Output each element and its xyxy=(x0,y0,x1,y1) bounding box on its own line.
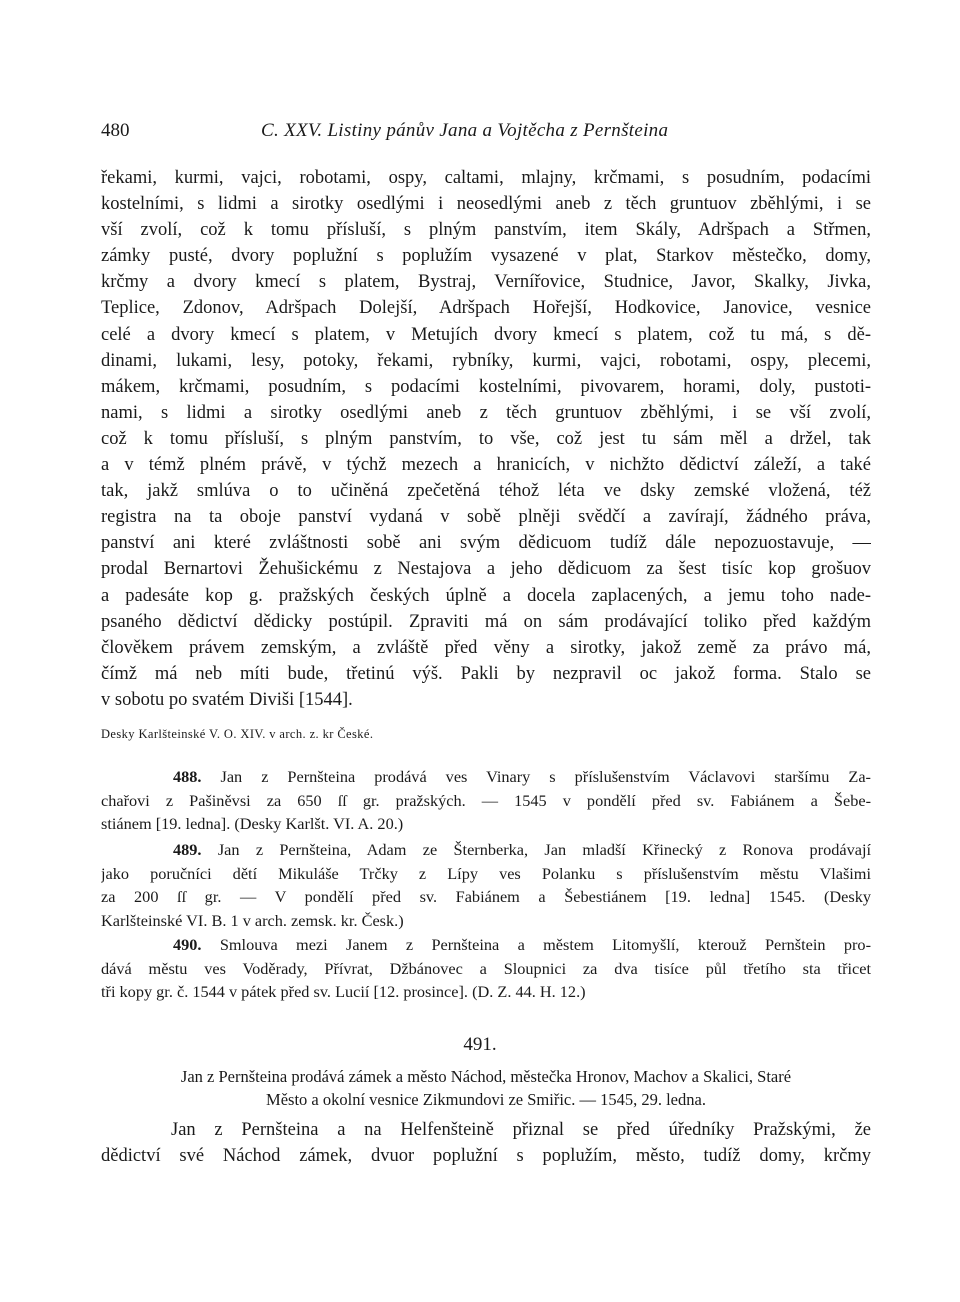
regest-line: za 200 ſſ gr. — V pondělí před sv. Fabiánem a Šebestiánem [19. ledna] 1545. (Desky xyxy=(101,887,871,907)
text-line: Teplice, Zdonov, Adršpach Dolejší, Adršpach Hořejší, Hodkovice, Janovice, vesnice xyxy=(101,298,871,319)
regest-text: Jan z Pernšteina, Adam ze Šternberka, Jan mladší Křinecký z Ronova prodávají xyxy=(217,840,871,859)
regest-line xyxy=(101,933,871,957)
text-line: čímž má neb míti bude, třetinú výš. Pakli by nezpravil oc jakož forma. Stalo se xyxy=(101,663,871,684)
text-line: mákem, krčmami, posudním, s podacími kostelními, pivovarem, horami, doly, pustoti- xyxy=(101,376,871,397)
regest-line: stiánem [19. ledna]. (Desky Karlšt. VI. A. 20.) xyxy=(101,814,404,834)
page-header xyxy=(101,120,871,144)
text-line: psaného dědictví dědicky postúpil. Zpraviti má on sám prodávající toliko před každým xyxy=(101,611,871,632)
regest-490 xyxy=(101,933,871,1004)
regest-line: tři kopy gr. č. 1544 v pátek před sv. Lucií [12. prosince]. (D. Z. 44. H. 12.) xyxy=(101,982,586,1002)
document-number: 491. xyxy=(463,1034,497,1055)
text-line: prodal Bernartovi Žehušickému z Nestajova a jeho dědicuom za šest tisíc kop grošuov xyxy=(101,559,871,580)
page-number: 480 xyxy=(101,120,130,141)
text-line: člověkem právem zemským, a zvláště před věny a sirotky, jakož země za právo má, xyxy=(101,637,871,658)
source-note: Desky Karlšteinské V. O. XIV. v arch. z. kr České. xyxy=(101,727,374,741)
text-line: panství ani které zvláštnosti sobě ani svým dědicuom tudíž dále nepozuostavuje, — xyxy=(101,533,871,554)
regest-text: Jan z Pernšteina prodává ves Vinary s příslušenstvím Václavovi staršímu Za- xyxy=(220,767,871,786)
text-line: registra na ta oboje panství vydaná v sobě plněji svědčí a zavírají, žádného práva, xyxy=(101,507,871,528)
text-line: krčmy a dvory kmecí s platem, Bystraj, Vernířovice, Studnice, Javor, Skalky, Jivka, xyxy=(101,272,871,293)
text-line: v sobotu po svatém Diviši [1544]. xyxy=(101,689,353,710)
text-line: a v témž plném právě, v týchž mezech a hranicích, v nichžto dědictví záleží, a také xyxy=(101,455,871,476)
regest-line: Karlšteinské VI. B. 1 v arch. zemsk. kr. Česk.) xyxy=(101,910,404,930)
regest-489 xyxy=(101,838,871,932)
running-title: C. XXV. Listiny pánův Jana a Vojtěcha z Pernšteina xyxy=(261,120,669,141)
regest-number: 489. xyxy=(173,840,202,859)
regest-text: Smlouva mezi Janem z Pernšteina a městem Litomyšlí, kterouž Pernštein pro- xyxy=(219,935,871,954)
regest-line: dává městu ves Voděrady, Přívrat, Džbánovec a Sloupnici za dva tisíce půl třetího sta třicet xyxy=(101,958,871,978)
regest-line xyxy=(101,765,871,789)
text-line: tak, jakž smlúva o to učiněná zpečetěná téhož léta ve dsky zemské vložená, též xyxy=(101,481,871,502)
regest-line xyxy=(101,838,871,862)
heading-line: Město a okolní vesnice Zikmundovi ze Smiřic. — 1545, 29. ledna. xyxy=(266,1089,706,1109)
text-line: kostelními, s lidmi a sirotky osedlými i neosedlými aneb z těch gruntuov zběhlými, i se xyxy=(101,194,871,215)
text-line: nami, s lidmi a sirotky osedlými aneb z těch gruntuov zběhlými, i se vší zvolí, xyxy=(101,402,871,423)
regest-number: 488. xyxy=(173,767,202,786)
regest-number: 490. xyxy=(173,935,202,954)
text-line: což k tomu přísluší, s plným panstvím, to vše, což jest tu sám měl a držel, tak xyxy=(101,428,871,449)
regest-line: jako poručníci dětí Mikuláše Trčky z Lípy ves Polanku s příslušenstvím městu Vlašimi xyxy=(101,863,871,883)
document-heading xyxy=(101,1066,871,1111)
text-line: zámky pusté, dvory poplužní s poplužím vysazené v plat, Starkov městečko, domy, xyxy=(101,246,871,267)
text-line: dinami, lukami, lesy, potoky, řekami, rybníky, kurmi, vajci, robotami, ospy, plecemi, xyxy=(101,350,871,371)
regest-line: chařovi z Pašiněvsi za 650 ſſ gr. pražských. — 1545 v pondělí před sv. Fabiánem a Šebe- xyxy=(101,790,871,810)
document-text xyxy=(101,1117,871,1169)
main-text-block xyxy=(101,165,871,713)
text-line: a padesáte kop g. pražských českých úplně a docela zaplacených, a jemu toho nade- xyxy=(101,585,871,606)
text-line: dědictví své Náchod zámek, dvuor poplužní s poplužím, město, tudíž domy, krčmy xyxy=(101,1146,871,1167)
regest-488 xyxy=(101,765,871,836)
heading-line: Jan z Pernšteina prodává zámek a město Náchod, městečka Hronov, Machov a Skalici, Staré xyxy=(180,1067,792,1086)
text-line: vší zvolí, což k tomu přísluší, s plným panstvím, item Skály, Adršpach a Střmen, xyxy=(101,220,871,241)
text-line: Jan z Pernšteina a na Helfenšteině přiznal se před úředníky Pražskými, že xyxy=(171,1120,871,1140)
text-line: řekami, kurmi, vajci, robotami, ospy, caltami, mlajny, krčmami, s posudním, podacími xyxy=(101,168,871,188)
text-line: celé a dvory kmecí s platem, v Metujích dvory kmecí s platem, což tu má, s dě- xyxy=(101,324,871,345)
